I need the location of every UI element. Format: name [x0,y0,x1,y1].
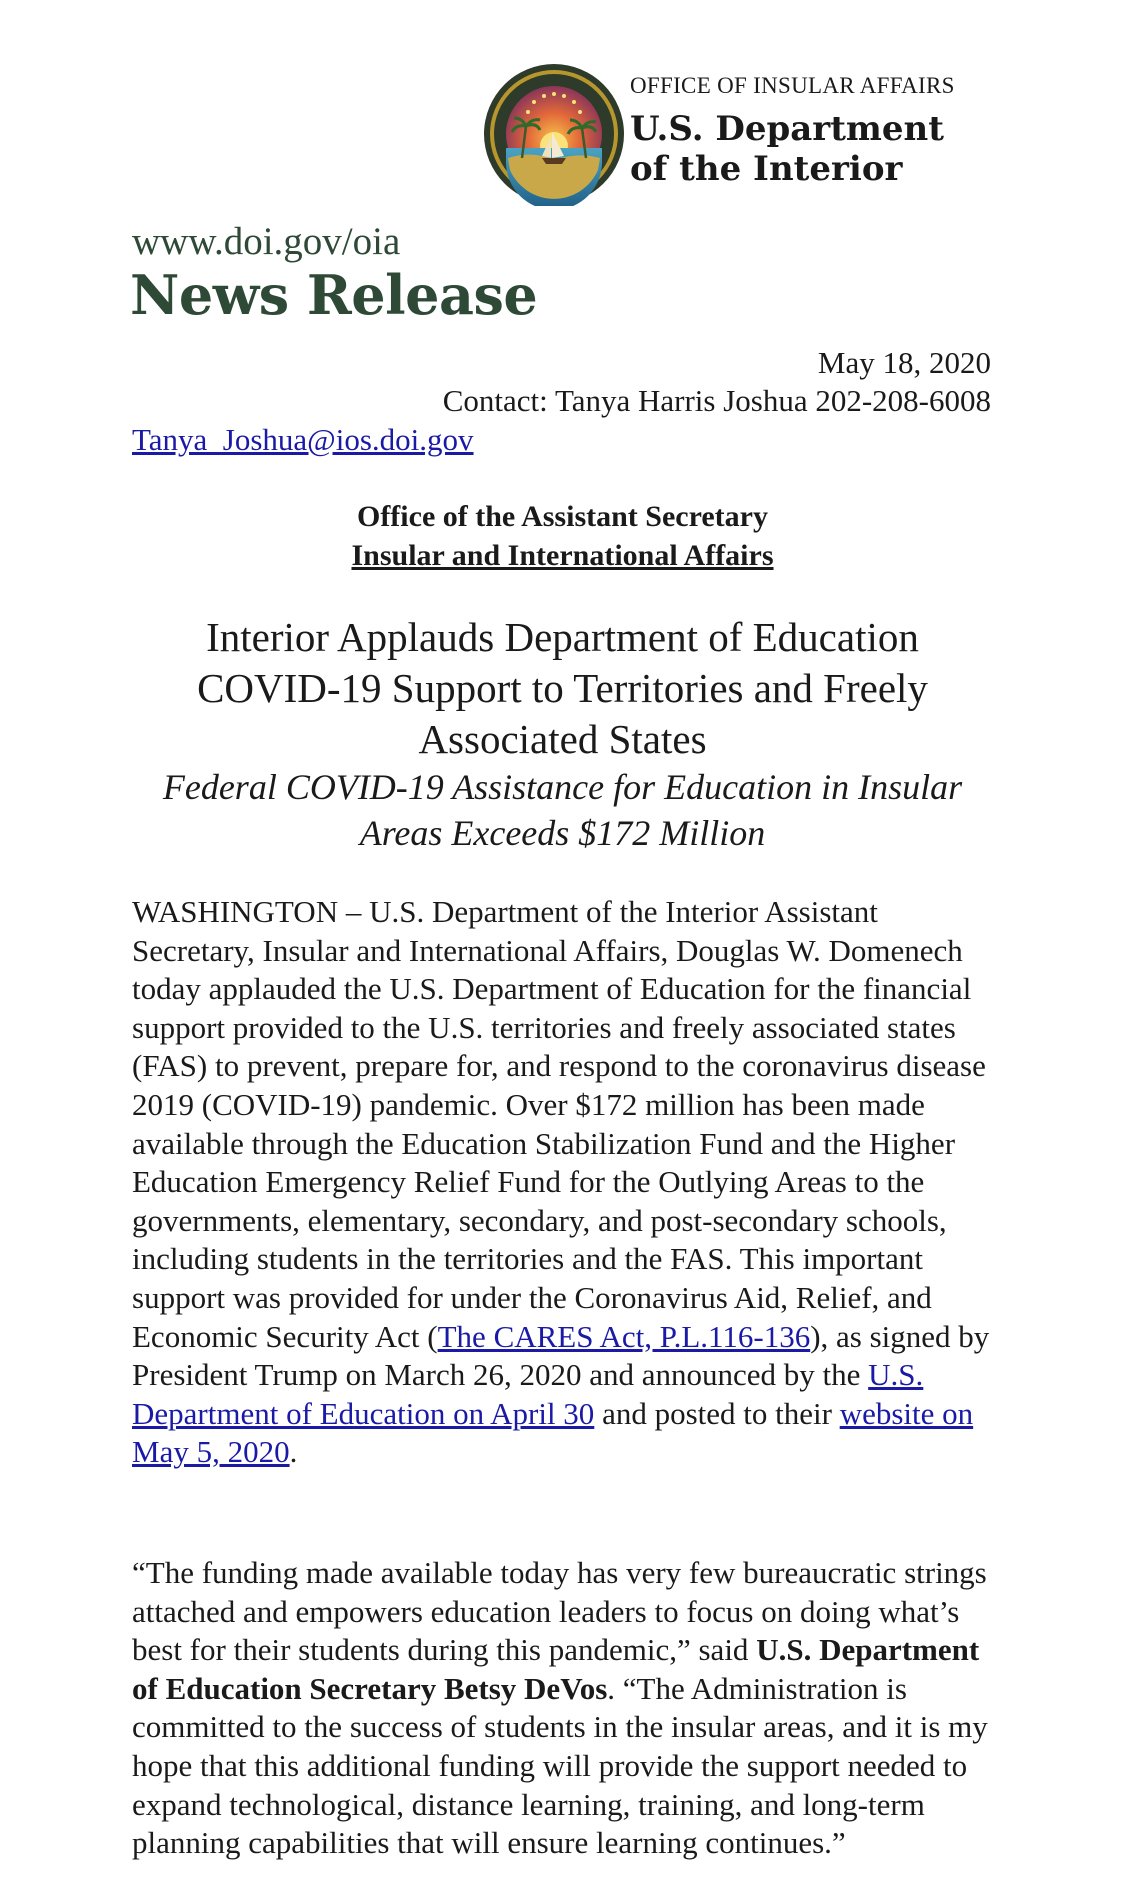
speaker-name: U.S. Department of Education Secretary Betsy DeVos [132,1632,980,1706]
cares-act-link[interactable]: The CARES Act, P.L.116-136 [437,1318,811,1354]
office-heading: Office of the Assistant Secretary [356,500,768,533]
department-of-education-link[interactable]: U.S. Department of Education on April 30 [132,1357,924,1431]
paragraph-text: and posted to their [594,1395,840,1431]
website-link[interactable]: website on May 5, 2020 [132,1395,974,1470]
contact-info: Contact: Tanya Harris Joshua 202-208-6008 [442,383,991,418]
paragraph-text: . “The Administration is committed to the success of students in the insular areas, and it is my hope that this additional funding will provide the support needed to expand technological, distance learning, training, and long-term planning capabilities that will ensure learning continues.” [132,1670,988,1861]
paragraph-text: . [289,1434,298,1470]
release-date: May 18, 2020 [817,345,991,380]
insular-affairs-seal-icon [482,62,626,206]
office-block [630,74,1010,189]
contact-email-link[interactable]: Tanya_Joshua@ios.doi.gov [132,422,474,457]
page-title: News Release [130,263,538,327]
website-url: www.doi.gov/oia [132,220,401,263]
body-paragraph-1 [132,893,1002,1472]
department-name-line-2: of the Interior [630,149,903,189]
office-name: OFFICE OF INSULAR AFFAIRS [630,73,955,98]
office-subheading: Insular and International Affairs [351,539,774,572]
subheadline: Federal COVID-19 Assistance for Education in Insular Areas Exceeds $172 Million [162,767,963,853]
department-name-line-1: U.S. Department [630,109,944,149]
headline: Interior Applauds Department of Education COVID-19 Support to Territories and Freely Associated States [197,614,928,762]
body-paragraph-2 [132,1554,1002,1863]
paragraph-text: “The funding made available today has very few bureaucratic strings attached and empowers education leaders to focus on doing what’s best for their students during this pandemic,” said [132,1555,987,1668]
paragraph-text: WASHINGTON – U.S. Department of the Interior Assistant Secretary, Insular and International Affairs, Douglas W. Domenech today applauded the U.S. Department of Education for the financial support provided to the U.S. territories and freely associated states (FAS) to prevent, prepare for, and respond to the coronavirus disease 2019 (COVID-19) pandemic. Over $172 million has been made available through the Education Stabilization Fund and the Higher Education Emergency Relief Fund for the Outlying Areas to the governments, elementary, secondary, and post-secondary schools, including students in the territories and the FAS. This important support was provided for under the Coronavirus Aid, Relief, and Economic Security Act ( [132,894,986,1354]
paragraph-text: ), as signed by President Trump on March 26, 2020 and announced by the [132,1318,990,1393]
